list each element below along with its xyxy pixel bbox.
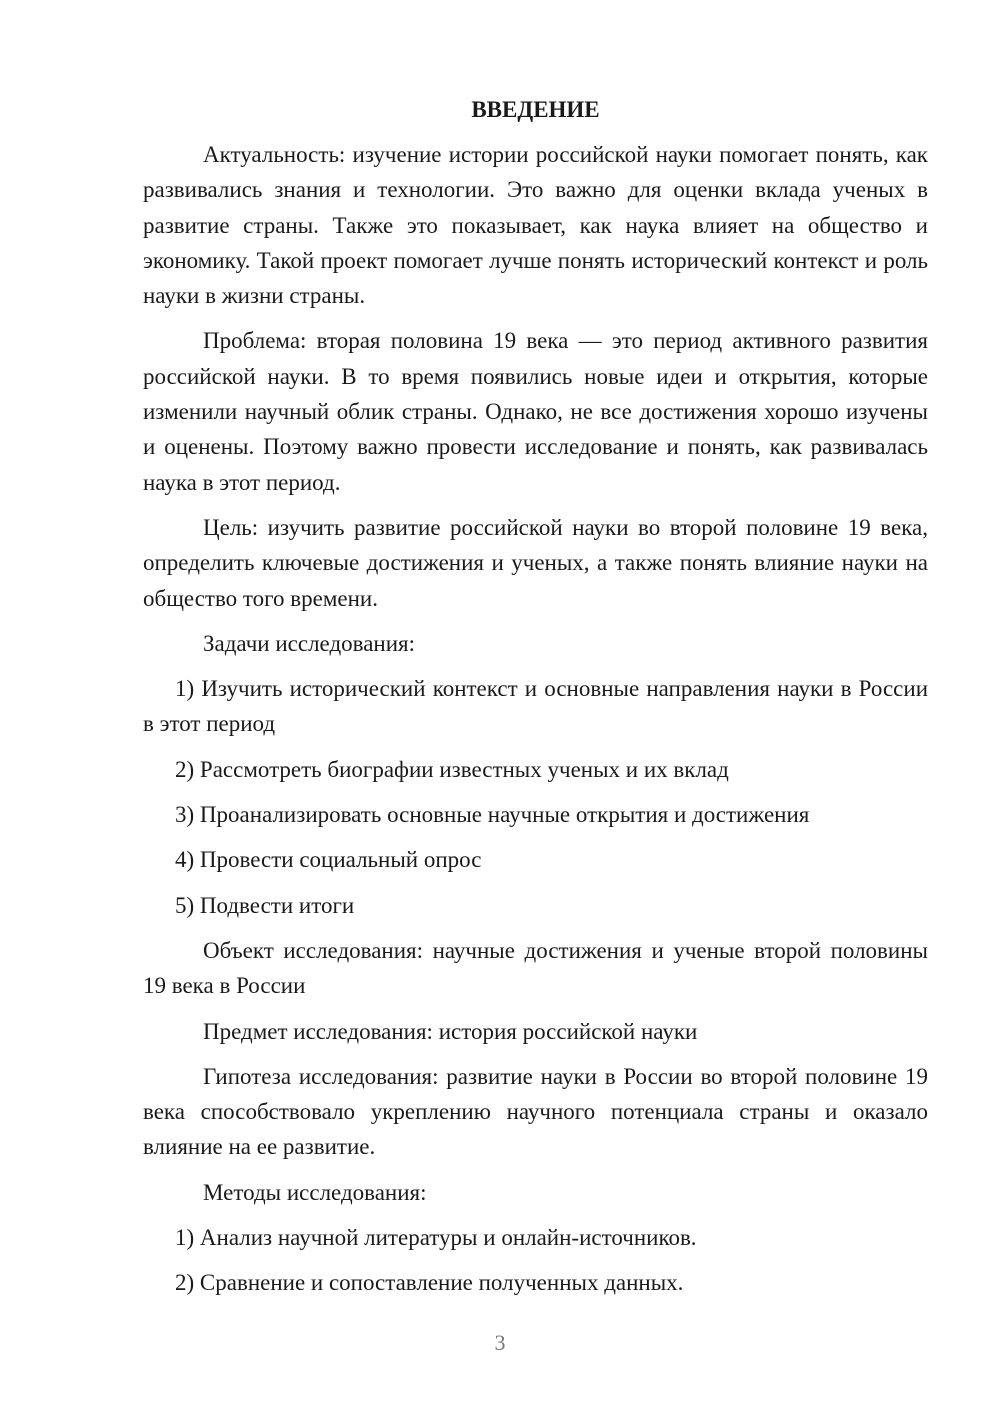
task-item: 3) Проанализировать основные научные открытия и достижения — [175, 802, 810, 828]
methods-label: Методы исследования: — [203, 1179, 427, 1205]
goal-paragraph: Цель: изучить развитие российской науки во второй половине 19 века, определить ключевые достижения и ученых, а также понять влияние науки на общество того времени. — [143, 514, 928, 611]
document-page — [143, 92, 928, 1311]
object-paragraph: Объект исследования: научные достижения и ученые второй половины 19 века в России — [143, 937, 928, 999]
page-number: 3 — [494, 1330, 506, 1355]
method-item: 2) Сравнение и сопоставление полученных данных. — [175, 1270, 684, 1296]
relevance-paragraph: Актуальность: изучение истории российской науки помогает понять, как развивались знания и технологии. Это важно для оценки вклада ученых в развитие страны. Также это показывает, как наука влияет на общество и экономику. Такой проект помогает лучше понять исторический контекст и роль науки в жизни страны. — [143, 142, 928, 309]
task-item: 1) Изучить исторический контекст и основные направления науки в России в этот период — [143, 676, 928, 737]
method-item: 1) Анализ научной литературы и онлайн-источников. — [175, 1225, 697, 1251]
page-title: ВВЕДЕНИЕ — [471, 97, 600, 122]
hypothesis-paragraph: Гипотеза исследования: развитие науки в России во второй половине 19 века способствовало укреплению научного потенциала страны и оказало влияние на ее развитие. — [143, 1063, 928, 1160]
problem-paragraph: Проблема: вторая половина 19 века — это период активного развития российской науки. В то время появились новые идеи и открытия, которые изменили научный облик страны. Однако, не все достижения хорошо изучены и оценены. Поэтому важно провести исследование и понять, как развивалась наука в этот период. — [143, 328, 928, 495]
task-item: 4) Провести социальный опрос — [175, 847, 482, 873]
task-item: 2) Рассмотреть биографии известных ученых и их вклад — [175, 756, 729, 782]
subject-paragraph: Предмет исследования: история российской науки — [203, 1018, 698, 1044]
task-item: 5) Подвести итоги — [175, 892, 355, 918]
tasks-label: Задачи исследования: — [203, 630, 416, 656]
